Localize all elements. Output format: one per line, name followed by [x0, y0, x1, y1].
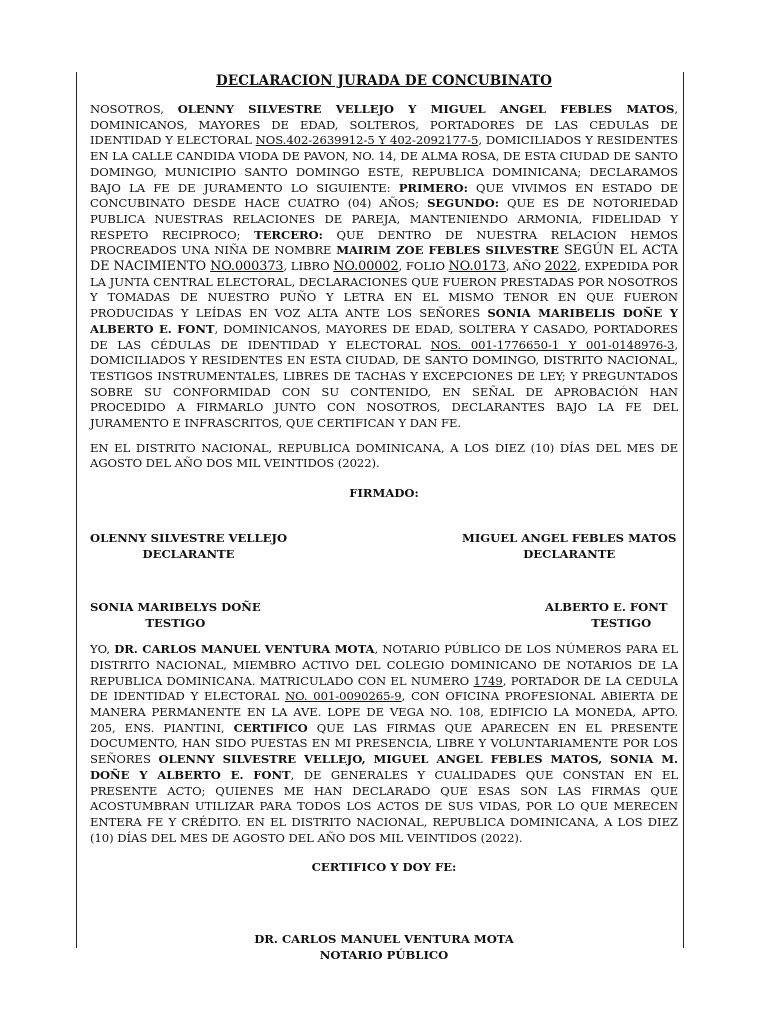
signers-names: OLENNY SILVESTRE VELLEJO, MIGUEL ANGEL FEBLES MATOS, SONIA M. DOÑE Y ALBERTO E. FONT — [90, 752, 678, 782]
text-run: , DOMINICANOS, MAYORES DE EDAD, SOLTERA Y CASADO, PORTADORES DE LAS CÉDULAS DE IDENTIDAD Y ELECTORAL — [90, 321, 678, 352]
text-run: , CON OFICINA PROFESIONAL ABIERTA DE MANERA PERMANENTE EN LA AVE. LOPE DE VEGA NO. 108, EDIFICIO LA MONEDA, APTO. 205, ENS. PIANTINI, — [90, 689, 679, 735]
text-run: SEGÚN EL ACTA DE NACIMIENTO — [90, 243, 678, 275]
text-run: , DOMICILIADOS Y RESIDENTES EN LA CALLE CANDIDA VIODA DE PAVON, NO. 14, DE ALMA ROSA, DE ESTA CIUDAD DE SANTO DOMINGO, MUNICIPIO SANTO DOMINGO ESTE, REPUBLICA DOMINICANA; DECLARAMOS BAJO LA FE DE JURAMENTO LO SIGUIENTE: — [90, 133, 678, 195]
segundo-label: SEGUNDO: — [427, 196, 499, 211]
record-year: 2022 — [544, 259, 578, 275]
left-margin-rule — [76, 72, 77, 948]
declarants-id-numbers: NOS.402-2639912-5 Y 402-2092177-5 — [255, 133, 479, 148]
witnesses-id-numbers: NOS. 001-1776650-1 Y 001-0148976-3 — [430, 337, 675, 352]
text-run: , LIBRO — [283, 259, 334, 274]
notary-id-number: NO. 001-0090265-9 — [284, 689, 402, 704]
signer-name: SONIA MARIBELYS DOÑE — [90, 600, 261, 615]
text-run: , DE GENERALES Y CUALIDADES QUE CONSTAN EN EL PRESENTE ACTO; QUIENES ME HAN DECLARADO QUE ESAS SON LAS FIRMAS QUE ACOSTUMBRAN UTILIZAR PARA TODOS LOS ACTOS DE SUS VIDAS, POR LO QUE MERECEN ENTERA FE Y CRÉDITO. EN EL DISTRITO NACIONAL, REPUBLICA DOMINICANA, A LOS DIEZ (10) DÍAS DEL MES DE AGOSTO DEL AÑO DOS MIL VEINTIDOS (2022). — [90, 767, 679, 845]
right-margin-rule — [683, 72, 684, 948]
book-number: NO.00002 — [333, 259, 399, 275]
text-run: , NOTARIO PÚBLICO DE LOS NÚMEROS PARA EL DISTRITO NACIONAL, MIEMBRO ACTIVO DEL COLEGIO DOMINICANO DE NOTARIOS DE LA REPUBLICA DOMINICANA. MATRICULADO CON EL NUMERO — [90, 642, 678, 688]
signer-role: TESTIGO — [145, 615, 206, 630]
notary-certification-paragraph — [90, 642, 678, 846]
firmado-heading: FIRMADO: — [349, 486, 419, 501]
text-run: QUE DENTRO DE NUESTRA RELACION HEMOS PROCREADOS UNA NIÑA DE NOMBRE — [90, 227, 678, 258]
birth-record-number: NO.000373 — [210, 259, 284, 275]
notary-signature-block — [90, 932, 678, 963]
text-run: QUE LAS FIRMAS QUE APARECEN EN EL PRESENTE DOCUMENTO, HAN SIDO PUESTAS EN MI PRESENCIA, LIBRE Y VOLUNTARIAMENTE POR LOS SEÑORES — [90, 720, 678, 767]
declarants-names: OLENNY SILVESTRE VELLEJO Y MIGUEL ANGEL FEBLES MATOS — [177, 102, 675, 116]
text-run: , DOMINICANOS, MAYORES DE EDAD, SOLTEROS, PORTADORES DE LAS CEDULAS DE IDENTIDAD Y ELECTORAL — [90, 102, 679, 148]
primero-label: PRIMERO: — [398, 180, 468, 195]
document-page — [90, 72, 678, 963]
text-run: , EXPEDIDA POR LA JUNTA CENTRAL ELECTORAL, DECLARACIONES QUE FUERON PRESTADAS POR NOSOTROS Y TOMADAS DE NUESTRO PUÑO Y LETRA EN EL MISMO TENOR EN QUE FUERON PRODUCIDAS Y LEÍDAS EN VOZ ALTA ANTE LOS SEÑORES — [90, 259, 678, 321]
declarants-signature-row — [90, 531, 678, 563]
folio-number: NO.0173 — [448, 259, 506, 275]
text-run: , DOMICILIADOS Y RESIDENTES EN ESTA CIUDAD, DE SANTO DOMINGO, DISTRITO NACIONAL, TESTIGOS INSTRUMENTALES, LIBRES DE TACHAS Y EXCEPCIONES DE LEY; Y PREGUNTADOS SOBRE SU CONFORMIDAD CON SU CONTENIDO, EN SEÑAL DE APROBACIÓN HAN PROCEDIDO A FIRMARLO JUNTO CON NOSOTROS, DECLARANTES BAJO LA FE DEL JURAMENTO E INFRASCRITOS, QUE CERTIFICAN Y DAN FE. — [90, 337, 678, 431]
certifico-heading: CERTIFICO Y DOY FE: — [311, 860, 457, 875]
date-paragraph: EN EL DISTRITO NACIONAL, REPUBLICA DOMINICANA, A LOS DIEZ (10) DÍAS DEL MES DE AGOSTO DEL AÑO DOS MIL VEINTIDOS (2022). — [90, 440, 678, 471]
signature-block-witness-2 — [545, 600, 667, 631]
text-run: QUE ES DE NOTORIEDAD PUBLICA NUESTRAS RELACIONES DE PAREJA, MANTENIENDO ARMONIA, FIDELIDAD Y RESPETO RECIPROCO; — [90, 196, 678, 242]
text-run: YO, — [90, 642, 115, 657]
witnesses-names: SONIA MARIBELIS DOÑE Y ALBERTO E. FONT — [90, 306, 678, 336]
text-run: , FOLIO — [398, 259, 449, 274]
signature-block-declarant-2 — [462, 531, 676, 562]
text-run: , PORTADOR DE LA CEDULA DE IDENTIDAD Y ELECTORAL — [90, 673, 678, 704]
signer-role: DECLARANTE — [523, 546, 616, 561]
tercero-label: TERCERO: — [254, 227, 323, 242]
certifico-label: CERTIFICO — [233, 720, 308, 735]
signature-block-declarant-1 — [90, 531, 287, 562]
notary-registration-number: 1749 — [473, 673, 503, 688]
text-run: , AÑO — [505, 259, 545, 274]
notary-name: DR. CARLOS MANUEL VENTURA MOTA — [114, 642, 375, 657]
document-title: DECLARACION JURADA DE CONCUBINATO — [216, 73, 552, 89]
signer-role: DECLARANTE — [142, 546, 235, 561]
text-run: QUE VIVIMOS EN ESTADO DE CONCUBINATO DESDE HACE CUATRO (04) AÑOS; — [90, 180, 678, 211]
notary-signature-title: NOTARIO PÚBLICO — [319, 947, 449, 962]
signer-name: MIGUEL ANGEL FEBLES MATOS — [462, 531, 677, 546]
witnesses-signature-row — [90, 600, 678, 632]
signature-block-witness-1 — [90, 600, 261, 631]
signer-name: ALBERTO E. FONT — [545, 600, 668, 615]
signer-name: OLENNY SILVESTRE VELLEJO — [90, 531, 288, 546]
child-name: MAIRIM ZOE FEBLES SILVESTRE — [336, 243, 559, 258]
notary-signature-name: DR. CARLOS MANUEL VENTURA MOTA — [254, 932, 514, 947]
signer-role: TESTIGO — [591, 615, 652, 630]
text-run: NOSOTROS, — [90, 102, 178, 116]
declaration-paragraph — [90, 102, 678, 432]
